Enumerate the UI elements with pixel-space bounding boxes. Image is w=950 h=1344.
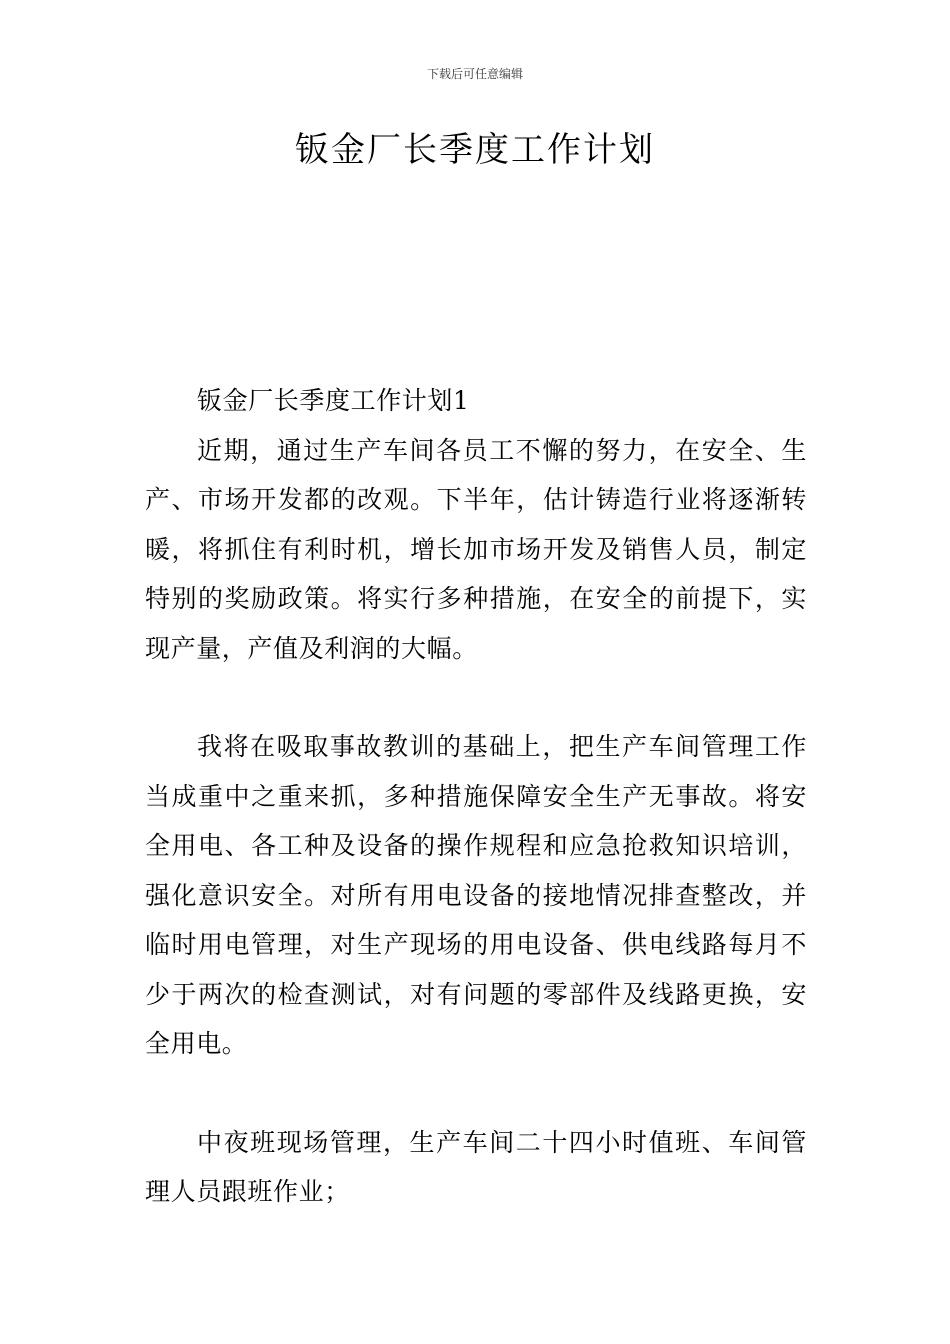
paragraph-intro: 近期，通过生产车间各员工不懈的努力，在安全、生产、市场开发都的改观。下半年，估计铸造行业将逐渐转暖，将抓住有利时机，增长加市场开发及销售人员，制定特别的奖励政策。将实行多种措施，在安全的前提下，实现产量，产值及利润的大幅。 xyxy=(145,435,807,663)
paragraph-gap xyxy=(145,1069,807,1118)
paragraph-safety: 我将在吸取事故教训的基础上，把生产车间管理工作当成重中之重来抓，多种措施保障安全生产无事故。将安全用电、各工种及设备的操作规程和应急抢救知识培训，强化意识安全。对所有用电设备的接地情况排查整改，并临时用电管理，对生产现场的用电设备、供电线路每月不少于两次的检查测试，对有问题的零部件及线路更换，安全用电。 xyxy=(145,732,807,1058)
header-note: 下载后可任意编辑 xyxy=(426,67,523,81)
section-heading: 钣金厂长季度工作计划1 xyxy=(197,386,470,415)
document-title: 钣金厂长季度工作计划 xyxy=(295,130,655,170)
paragraph-gap xyxy=(145,673,807,722)
paragraph-night-shift: 中夜班现场管理，生产车间二十四小时值班、车间管理人员跟班作业； xyxy=(145,1127,807,1206)
document-body xyxy=(145,376,807,1217)
